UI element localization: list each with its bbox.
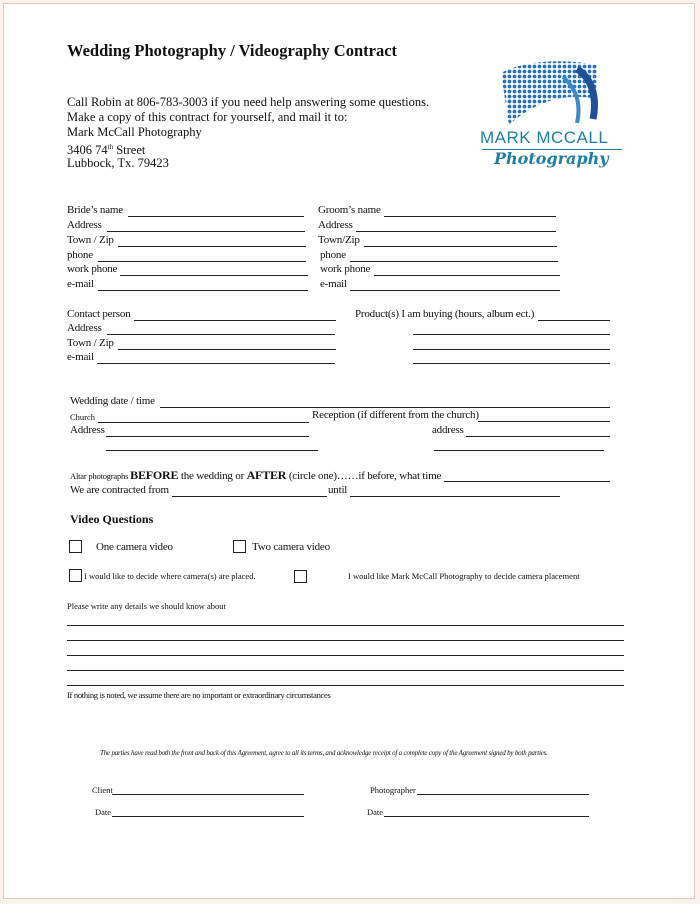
- one-camera-checkbox[interactable]: [69, 540, 82, 553]
- page-title: Wedding Photography / Videography Contract: [67, 41, 398, 60]
- contact-email-field[interactable]: [97, 363, 335, 364]
- photographer-signature-field[interactable]: [417, 794, 589, 795]
- contact-person-label: Contact person: [67, 308, 131, 320]
- church-label: Church: [70, 412, 96, 422]
- bride-work-phone-field[interactable]: [120, 275, 308, 276]
- groom-name-field[interactable]: [384, 216, 556, 217]
- groom-town-label: Town/Zip: [318, 234, 360, 246]
- products-field-4[interactable]: [413, 363, 610, 364]
- groom-phone-label: phone: [320, 249, 346, 261]
- groom-phone-field[interactable]: [350, 261, 558, 262]
- contracted-from-field[interactable]: [172, 496, 327, 497]
- details-line-3[interactable]: [67, 655, 624, 656]
- decide-self-label: I would like to decide where camera(s) are placed.: [84, 571, 256, 581]
- contact-address-label: Address: [67, 322, 102, 334]
- bride-phone-field[interactable]: [98, 261, 306, 262]
- reception-address-field[interactable]: [466, 436, 610, 437]
- reception-field[interactable]: [478, 421, 610, 422]
- details-line-4[interactable]: [67, 670, 624, 671]
- groom-address-label: Address: [318, 219, 353, 231]
- reception-address-label: address: [432, 424, 464, 436]
- one-camera-label: One camera video: [96, 541, 173, 553]
- street-address: 3406 74th Street: [67, 143, 146, 158]
- photographer-label: Photographer: [370, 785, 416, 795]
- altar-time-field[interactable]: [444, 481, 610, 482]
- reception-label: Reception (if different from the church): [312, 409, 479, 421]
- bride-phone-label: phone: [67, 249, 93, 261]
- groom-email-label: e-mail: [320, 278, 347, 290]
- contact-person-field[interactable]: [134, 320, 336, 321]
- decide-mccall-checkbox[interactable]: [294, 570, 307, 583]
- contract-page: [3, 3, 695, 899]
- decide-self-checkbox[interactable]: [69, 569, 82, 582]
- contracted-until-field[interactable]: [350, 496, 560, 497]
- groom-address-field[interactable]: [356, 231, 556, 232]
- bride-town-field[interactable]: [118, 246, 306, 247]
- products-field-3[interactable]: [413, 349, 610, 350]
- client-label: Client: [92, 785, 113, 795]
- products-label: Product(s) I am buying (hours, album ect.): [355, 308, 535, 320]
- reception-address-field-2[interactable]: [434, 450, 604, 451]
- city-zip: Lubbock, Tx. 79423: [67, 156, 169, 170]
- groom-town-field[interactable]: [364, 246, 557, 247]
- bride-town-label: Town / Zip: [67, 234, 114, 246]
- details-prompt: Please write any details we should know about: [67, 601, 226, 611]
- bride-address-label: Address: [67, 219, 102, 231]
- bride-name-label: Bride’s name: [67, 204, 123, 216]
- company-name: Mark McCall Photography: [67, 125, 202, 139]
- logo-name: MARK MCCALL: [480, 128, 609, 147]
- wedding-date-field[interactable]: [160, 407, 610, 408]
- details-line-2[interactable]: [67, 640, 624, 641]
- wedding-date-label: Wedding date / time: [70, 395, 155, 407]
- details-note: If nothing is noted, we assume there are no important or extraordinary circumstances: [67, 690, 331, 700]
- bride-work-phone-label: work phone: [67, 263, 118, 275]
- decide-mccall-label: I would like Mark McCall Photography to decide camera placement: [348, 571, 580, 581]
- two-camera-label: Two camera video: [252, 541, 330, 553]
- bride-email-field[interactable]: [98, 290, 308, 291]
- client-signature-field[interactable]: [112, 794, 304, 795]
- two-camera-checkbox[interactable]: [233, 540, 246, 553]
- photographer-date-field[interactable]: [384, 816, 589, 817]
- church-field[interactable]: [98, 422, 309, 423]
- bride-email-label: e-mail: [67, 278, 94, 290]
- church-address-field-2[interactable]: [106, 450, 318, 451]
- client-date-field[interactable]: [112, 816, 304, 817]
- photographer-date-label: Date: [367, 807, 384, 817]
- until-label: until: [328, 484, 348, 496]
- groom-email-field[interactable]: [350, 290, 560, 291]
- logo-graphic-icon: [497, 59, 602, 131]
- bride-address-field[interactable]: [107, 231, 305, 232]
- contact-town-label: Town / Zip: [67, 337, 114, 349]
- altar-photos-line: Altar photographs BEFORE the wedding or AFTER (circle one)……if before, what time: [70, 468, 442, 482]
- video-questions-heading: Video Questions: [70, 512, 154, 526]
- groom-work-phone-label: work phone: [320, 263, 371, 275]
- church-address-field[interactable]: [106, 436, 309, 437]
- products-field-2[interactable]: [413, 334, 610, 335]
- help-line: Call Robin at 806-783-3003 if you need help answering some questions.: [67, 95, 430, 109]
- agreement-text: The parties have read both the front and back of this Agreement, agree to all its terms, and acknowledge receipt of a complete copy of the Agreement signed by both parties.: [100, 749, 548, 757]
- groom-work-phone-field[interactable]: [374, 275, 560, 276]
- contact-town-field[interactable]: [118, 349, 336, 350]
- products-field-1[interactable]: [538, 320, 610, 321]
- contracted-label: We are contracted from: [70, 484, 169, 496]
- groom-name-label: Groom’s name: [318, 204, 381, 216]
- contact-address-field[interactable]: [107, 334, 335, 335]
- logo-script: Photography: [494, 149, 609, 168]
- church-address-label: Address: [70, 424, 105, 436]
- mail-instructions: Make a copy of this contract for yourself, and mail it to:: [67, 110, 348, 124]
- details-line-5[interactable]: [67, 685, 624, 686]
- contact-email-label: e-mail: [67, 351, 94, 363]
- details-line-1[interactable]: [67, 625, 624, 626]
- client-date-label: Date: [95, 807, 112, 817]
- bride-name-field[interactable]: [128, 216, 304, 217]
